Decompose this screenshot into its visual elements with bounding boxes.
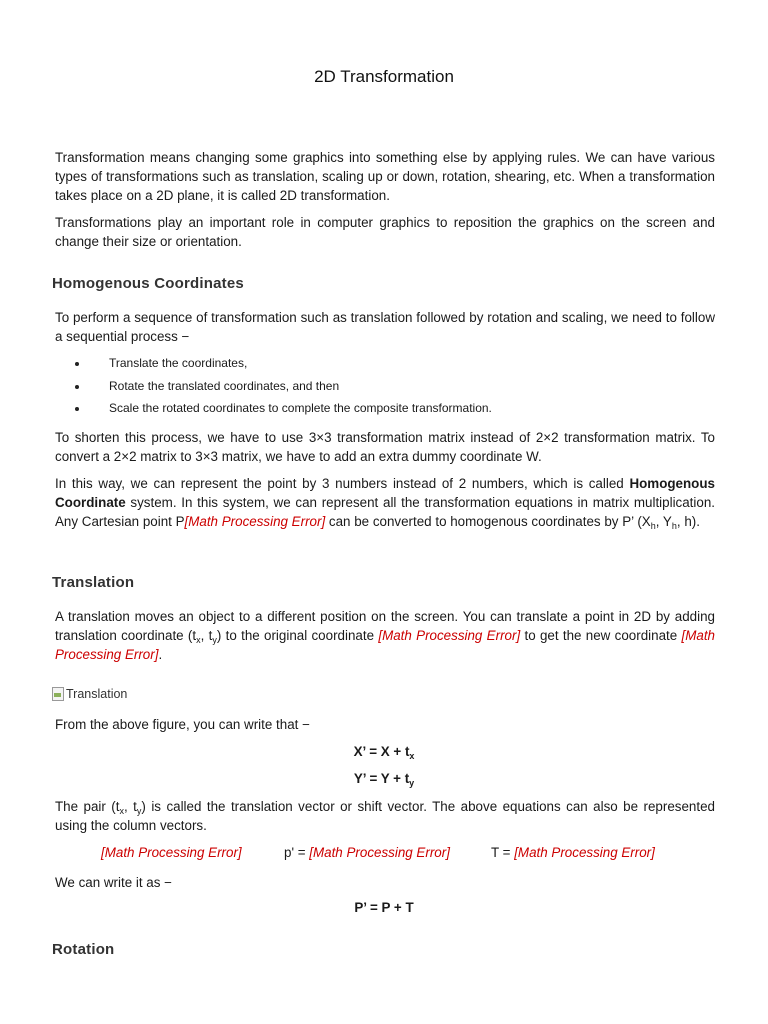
- list-item: [55, 352, 715, 375]
- text-run: ) is called the translation vector or shift vector. The above equations can also be represented using the column vectors.: [55, 799, 715, 833]
- subscript: x: [119, 806, 124, 816]
- vector-label: p' =: [284, 845, 310, 860]
- page-title: 2D Transformation: [314, 67, 454, 86]
- text-run: , t: [124, 799, 137, 814]
- vector-label: T =: [491, 845, 515, 860]
- vector-p-error: [Math Processing Error]: [101, 845, 242, 860]
- math-error: [Math Processing Error]: [184, 514, 326, 529]
- equation-y: [0, 771, 768, 786]
- section-heading-rotation: Rotation: [52, 941, 115, 958]
- translation-figure-broken-image: [52, 687, 127, 701]
- text-run: , t: [200, 628, 213, 643]
- bullet-icon: [75, 362, 79, 366]
- math-error: [Math Processing Error]: [55, 628, 715, 662]
- homogenous-paragraph-3: [55, 474, 715, 531]
- math-error: [Math Processing Error]: [378, 628, 521, 643]
- list-item-text: Translate the coordinates,: [109, 356, 248, 370]
- list-item-text: Scale the rotated coordinates to complete the composite transformation.: [109, 401, 492, 415]
- subscript: x: [196, 635, 201, 645]
- bold-term: Homogenous Coordinate: [55, 476, 715, 510]
- vector-p-prime: [284, 845, 450, 860]
- subscript: y: [409, 778, 415, 788]
- bullet-icon: [75, 385, 79, 389]
- equation-text: X’ = X + t: [353, 744, 410, 759]
- text-run: , h).: [676, 514, 700, 529]
- translation-paragraph-4: We can write it as −: [55, 875, 172, 890]
- homogenous-paragraph-1: To perform a sequence of transformation such as translation followed by rotation and scaling, we need to follow a sequential process −: [55, 310, 715, 344]
- text-run: .: [158, 647, 163, 662]
- equation-p-prime: P’ = P + T: [354, 900, 414, 915]
- subscript: x: [409, 751, 415, 761]
- translation-paragraph-1: [55, 607, 715, 664]
- vector-t: [491, 845, 655, 860]
- homogenous-steps-list: [55, 352, 715, 420]
- intro-paragraph-2: Transformations play an important role in computer graphics to reposition the graphics on the screen and change their size or orientation.: [55, 215, 715, 249]
- math-error: [Math Processing Error]: [514, 845, 655, 860]
- translation-paragraph-3: [55, 797, 715, 835]
- section-heading-homogenous: Homogenous Coordinates: [52, 275, 244, 292]
- intro-paragraph-1: Transformation means changing some graphics into something else by applying rules. We can have various types of transformations such as translation, scaling up or down, rotation, shearing, etc. When a transformation takes place on a 2D plane, it is called 2D transformation.: [55, 150, 715, 203]
- list-item-text: Rotate the translated coordinates, and then: [109, 378, 340, 393]
- text-run: In this way, we can represent the point by 3 numbers instead of 2 numbers, which is called: [55, 476, 630, 491]
- math-error: [Math Processing Error]: [309, 845, 450, 860]
- list-item: [55, 397, 715, 420]
- text-run: The pair (t: [55, 799, 120, 814]
- translation-paragraph-2: From the above figure, you can write that −: [55, 717, 310, 732]
- homogenous-paragraph-2: To shorten this process, we have to use 3×3 transformation matrix instead of 2×2 transformation matrix. To convert a 2×2 matrix to 3×3 matrix, we have to add an extra dummy coordinate W.: [55, 430, 715, 464]
- broken-image-icon: [52, 687, 64, 701]
- bullet-icon: [75, 407, 79, 411]
- section-heading-translation: Translation: [52, 574, 135, 591]
- text-run: can be converted to homogenous coordinates by P’ (X: [325, 514, 651, 529]
- text-run: to get the new coordinate: [520, 628, 682, 643]
- text-run: system. In this system, we can represent all the transformation equations in matrix multiplication. Any Cartesian point P: [55, 495, 715, 529]
- text-run: , Y: [655, 514, 672, 529]
- text-run: A translation moves an object to a different position on the screen. You can translate a point in 2D by adding translation coordinate (t: [55, 609, 715, 643]
- subscript: h: [650, 521, 656, 531]
- subscript: y: [212, 635, 217, 645]
- list-item: [55, 375, 715, 398]
- image-alt-text: Translation: [66, 687, 128, 701]
- subscript: y: [136, 806, 142, 816]
- equation-x: [0, 744, 768, 759]
- equation-text: Y’ = Y + t: [353, 771, 410, 786]
- subscript: h: [671, 521, 677, 531]
- text-run: ) to the original coordinate: [216, 628, 379, 643]
